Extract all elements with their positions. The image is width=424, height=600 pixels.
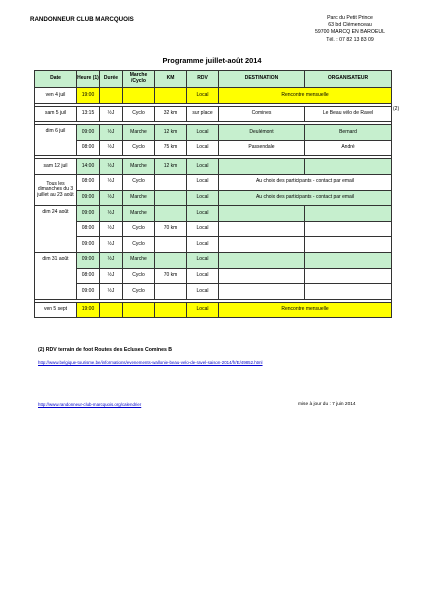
cell-heure: 09:00 <box>77 284 100 300</box>
calendar-link[interactable]: http://www.randonneur-club-marcquois.org/calendrier <box>38 402 142 407</box>
club-address <box>300 15 400 44</box>
cell-organisateur: Bernard <box>305 125 392 141</box>
column-header-rdv: RDV <box>187 71 219 88</box>
cell-km: 32 km <box>155 106 187 122</box>
cell-rdv: Local <box>187 284 219 300</box>
cell-organisateur <box>305 221 392 237</box>
cell-duree: ½J <box>100 140 123 156</box>
column-header-duree: Durée <box>100 71 123 88</box>
cell-date: dim 31 août <box>35 252 77 299</box>
cell-type <box>123 88 155 104</box>
cell-type <box>123 302 155 318</box>
cell-heure: 19:00 <box>77 88 100 104</box>
cell-km <box>155 174 187 190</box>
cell-destination <box>219 268 305 284</box>
cell-organisateur <box>305 268 392 284</box>
table-row <box>35 221 392 237</box>
cell-heure: 13:15 <box>77 106 100 122</box>
cell-type: Cyclo <box>123 221 155 237</box>
address-line: Tél. : 07 82 13 83 09 <box>326 36 374 43</box>
column-header-date: Date <box>35 71 77 88</box>
cell-organisateur: André <box>305 140 392 156</box>
column-header-type: Marche /Cyclo <box>123 71 155 88</box>
cell-km <box>155 206 187 222</box>
cell-heure: 09:00 <box>77 190 100 206</box>
cell-duree: ½J <box>100 252 123 268</box>
cell-destination: Passendale <box>219 140 305 156</box>
cell-type: Marche <box>123 206 155 222</box>
cell-heure: 09:00 <box>77 252 100 268</box>
program-table <box>34 70 392 318</box>
cell-rdv: Local <box>187 268 219 284</box>
cell-rdv: Local <box>187 237 219 253</box>
cell-km <box>155 284 187 300</box>
cell-type: Marche <box>123 190 155 206</box>
cell-type: Marche <box>123 125 155 141</box>
table-row <box>35 174 392 190</box>
cell-destination <box>219 206 305 222</box>
cell-duree: ½J <box>100 190 123 206</box>
cell-type: Cyclo <box>123 268 155 284</box>
column-header-destination: DESTINATION <box>219 71 305 88</box>
cell-destination: Rencontre mensuelle <box>219 302 392 318</box>
cell-destination <box>219 159 305 175</box>
cell-organisateur: Le Beau vélo de Ravel <box>305 106 392 122</box>
cell-rdv: Local <box>187 190 219 206</box>
address-line: Parc du Petit Prince <box>327 15 373 21</box>
cell-duree <box>100 302 123 318</box>
cell-date: Tous les dimanches du 3 juillet au 23 août <box>35 174 77 205</box>
cell-duree: ½J <box>100 159 123 175</box>
cell-type: Cyclo <box>123 106 155 122</box>
cell-duree: ½J <box>100 268 123 284</box>
cell-duree: ½J <box>100 125 123 141</box>
table-row <box>35 268 392 284</box>
table-row <box>35 302 392 318</box>
cell-km <box>155 237 187 253</box>
cell-rdv: Local <box>187 206 219 222</box>
cell-duree: ½J <box>100 284 123 300</box>
cell-km <box>155 88 187 104</box>
cell-destination: Comines <box>219 106 305 122</box>
cell-heure: 19:00 <box>77 302 100 318</box>
cell-date: sam 5 juil <box>35 106 77 122</box>
cell-heure: 08:00 <box>77 268 100 284</box>
cell-rdv: Local <box>187 140 219 156</box>
cell-heure: 14:00 <box>77 159 100 175</box>
cell-heure: 08:00 <box>77 174 100 190</box>
cell-heure: 08:00 <box>77 221 100 237</box>
cell-date: dim 24 août <box>35 206 77 253</box>
cell-organisateur <box>305 206 392 222</box>
cell-type: Cyclo <box>123 140 155 156</box>
cell-rdv: Local <box>187 159 219 175</box>
cell-heure: 09:00 <box>77 206 100 222</box>
cell-rdv: Local <box>187 302 219 318</box>
cell-date: dim 6 juil <box>35 125 77 156</box>
table-row <box>35 88 392 104</box>
cell-type: Cyclo <box>123 284 155 300</box>
cell-heure: 09:00 <box>77 237 100 253</box>
cell-rdv: Local <box>187 88 219 104</box>
footnote-link[interactable]: http://www.belgique-tourisme.be/informations/evenements-wallonie-beau-velo-de-ravel-saison-2014/fr/E/49852.html <box>38 360 263 365</box>
cell-km <box>155 252 187 268</box>
cell-destination: Rencontre mensuelle <box>219 88 392 104</box>
cell-km <box>155 190 187 206</box>
table-row <box>35 284 392 300</box>
cell-duree: ½J <box>100 237 123 253</box>
table-row <box>35 206 392 222</box>
update-date: mise à jour du : 7 juin 2014 <box>298 402 356 407</box>
cell-organisateur <box>305 159 392 175</box>
column-header-km: KM <box>155 71 187 88</box>
footnote-title: (2) RDV terrain de foot Routes des Ecluses Comines B <box>38 347 173 353</box>
footnote-marker: (2) <box>393 106 400 112</box>
cell-rdv: Local <box>187 252 219 268</box>
cell-km: 75 km <box>155 140 187 156</box>
cell-organisateur <box>305 284 392 300</box>
cell-duree <box>100 88 123 104</box>
cell-duree: ½J <box>100 206 123 222</box>
cell-type: Marche <box>123 159 155 175</box>
cell-type: Marche <box>123 252 155 268</box>
table-row <box>35 190 392 206</box>
cell-duree: ½J <box>100 106 123 122</box>
cell-duree: ½J <box>100 174 123 190</box>
cell-km: 12 km <box>155 125 187 141</box>
cell-destination <box>219 284 305 300</box>
cell-km: 12 km <box>155 159 187 175</box>
cell-destination <box>219 252 305 268</box>
table-row <box>35 125 392 141</box>
cell-km: 70 km <box>155 268 187 284</box>
cell-destination: Au choix des participants - contact par email <box>219 174 392 190</box>
table-row <box>35 159 392 175</box>
cell-date: ven 4 juil <box>35 88 77 104</box>
cell-date: ven 5 sept <box>35 302 77 318</box>
table-row <box>35 237 392 253</box>
cell-destination <box>219 237 305 253</box>
address-line: 59700 MARCQ EN BAROEUL <box>314 29 386 36</box>
cell-duree: ½J <box>100 221 123 237</box>
cell-rdv: Local <box>187 221 219 237</box>
table-header-row <box>35 71 392 88</box>
column-header-heure: Heure (1) <box>77 71 100 88</box>
cell-rdv: Local <box>187 174 219 190</box>
page-title: Programme juillet-août 2014 <box>162 56 262 65</box>
table-row <box>35 140 392 156</box>
cell-rdv: Local <box>187 125 219 141</box>
table-row <box>35 106 392 122</box>
cell-destination: Deulémont <box>219 125 305 141</box>
cell-destination <box>219 221 305 237</box>
cell-km: 70 km <box>155 221 187 237</box>
cell-destination: Au choix des participants - contact par email <box>219 190 392 206</box>
cell-organisateur <box>305 252 392 268</box>
cell-type: Cyclo <box>123 174 155 190</box>
table-row <box>35 252 392 268</box>
cell-km <box>155 302 187 318</box>
cell-date: sam 12 juil <box>35 159 77 175</box>
cell-rdv: sur place <box>187 106 219 122</box>
club-name: RANDONNEUR CLUB MARCQUOIS <box>30 16 134 23</box>
cell-heure: 09:00 <box>77 125 100 141</box>
address-line: 63 bd Clémenceau <box>328 22 372 29</box>
cell-organisateur <box>305 237 392 253</box>
cell-heure: 08:00 <box>77 140 100 156</box>
cell-type: Cyclo <box>123 237 155 253</box>
column-header-organisateur: ORGANISATEUR <box>305 71 392 88</box>
